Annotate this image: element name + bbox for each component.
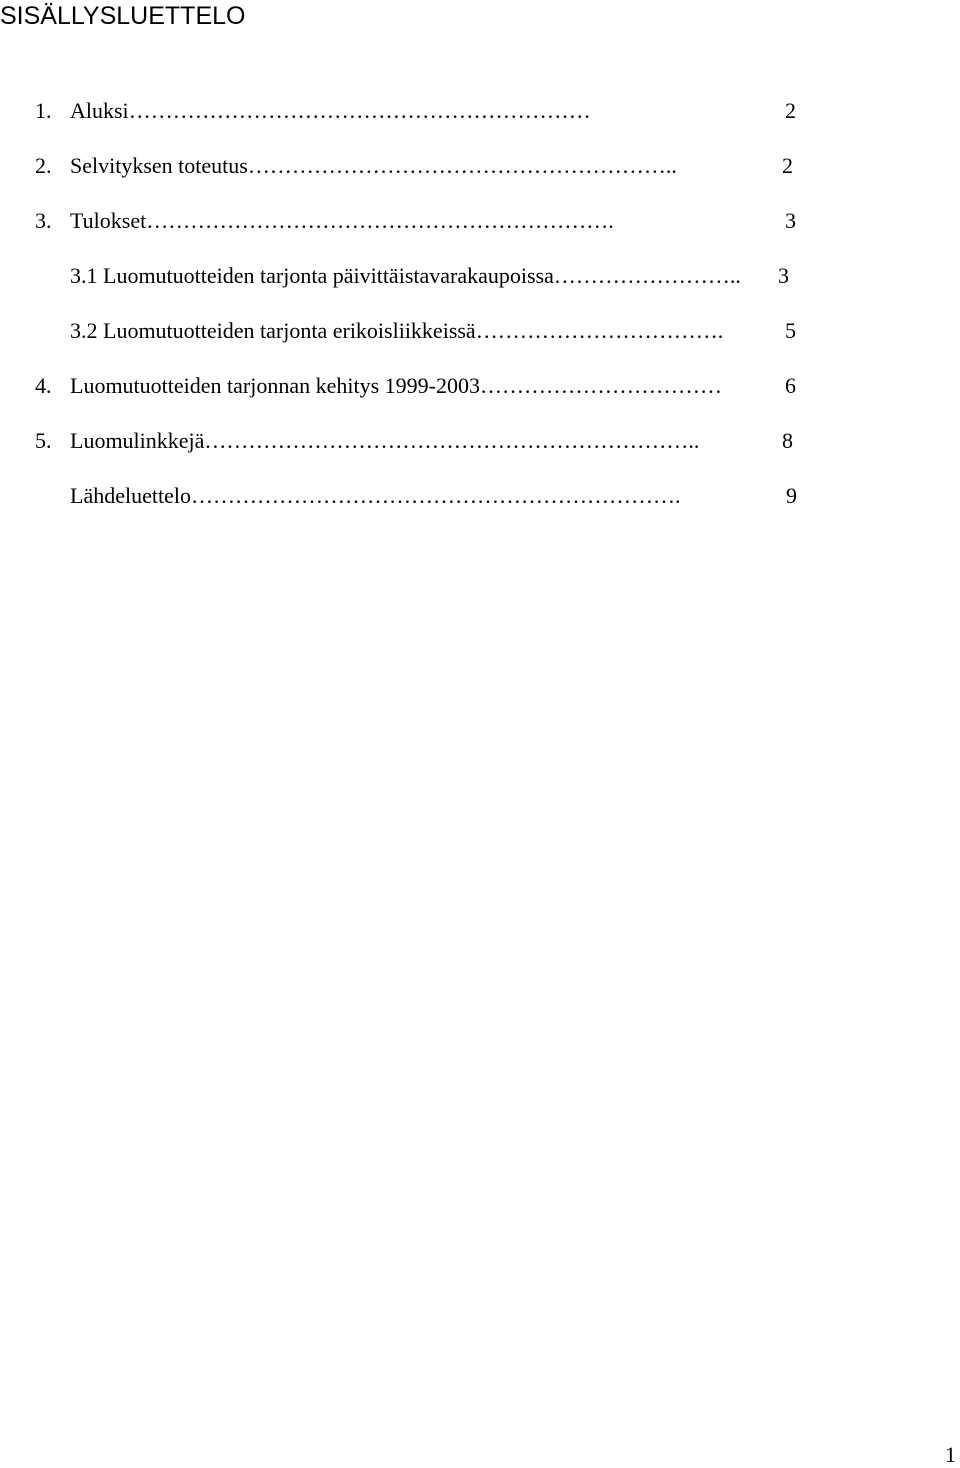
toc-leader: ………………………………………………………….. <box>204 428 700 453</box>
toc-entry-paivittaistavarakaupat[interactable] <box>0 262 789 290</box>
toc-entry-title: 3.2 Luomutuotteiden tarjonta erikoisliikkeissä……………………………. <box>70 318 724 343</box>
page-number: 1 <box>945 1442 956 1467</box>
toc-entry-page: 5 <box>785 318 796 343</box>
toc-entry-title: Tulokset………………………………………………………. <box>70 208 614 233</box>
toc-entry-selvityksen-toteutus[interactable] <box>0 152 793 180</box>
toc-entry-lahdeluettelo[interactable] <box>0 482 797 510</box>
toc-entry-page: 2 <box>785 98 796 123</box>
toc-entry-tulokset[interactable] <box>0 207 796 235</box>
toc-leader: ………………………………………………………. <box>146 208 614 233</box>
toc-entry-luomulinkkeja[interactable] <box>0 427 793 455</box>
toc-leader: …………………….. <box>553 263 741 288</box>
toc-entry-title: Aluksi……………………………………………………… <box>70 98 591 123</box>
toc-entry-page: 9 <box>786 483 797 508</box>
toc-entry-title: 3.1 Luomutuotteiden tarjonta päivittäistavarakaupoissa…………………….. <box>70 263 741 288</box>
page-title: SISÄLLYSLUETTELO <box>0 2 246 30</box>
toc-leader: ……………………………. <box>475 318 724 343</box>
toc-entry-page: 3 <box>785 208 796 233</box>
toc-entry-tarjonnan-kehitys[interactable] <box>0 372 796 400</box>
toc-entry-page: 8 <box>782 428 793 453</box>
toc-leader: …………………………… <box>480 373 722 398</box>
toc-leader: ……………………………………………………… <box>128 98 591 123</box>
toc-entry-title: Lähdeluettelo…………………………………………………………. <box>70 483 681 508</box>
toc-entry-page: 3 <box>778 263 789 288</box>
toc-entry-number: 5. <box>35 428 52 453</box>
toc-entry-aluksi[interactable] <box>0 97 796 125</box>
toc-entry-number: 1. <box>35 98 52 123</box>
toc-entry-number: 4. <box>35 373 52 398</box>
toc-entry-title: Luomutuotteiden tarjonnan kehitys 1999-2003…………………………… <box>70 373 722 398</box>
toc-entry-number: 3. <box>35 208 52 233</box>
toc-entry-page: 6 <box>785 373 796 398</box>
toc-entry-erikoisliikkeet[interactable] <box>0 317 796 345</box>
toc-leader: …………………………………………………………. <box>190 483 681 508</box>
toc-entry-page: 2 <box>782 153 793 178</box>
toc-entry-title: Luomulinkkejä………………………………………………………….. <box>70 428 700 453</box>
toc-entry-title: Selvityksen toteutus………………………………………………….. <box>70 153 677 178</box>
toc-leader: ………………………………………………….. <box>247 153 677 178</box>
toc-entry-number: 2. <box>35 153 52 178</box>
